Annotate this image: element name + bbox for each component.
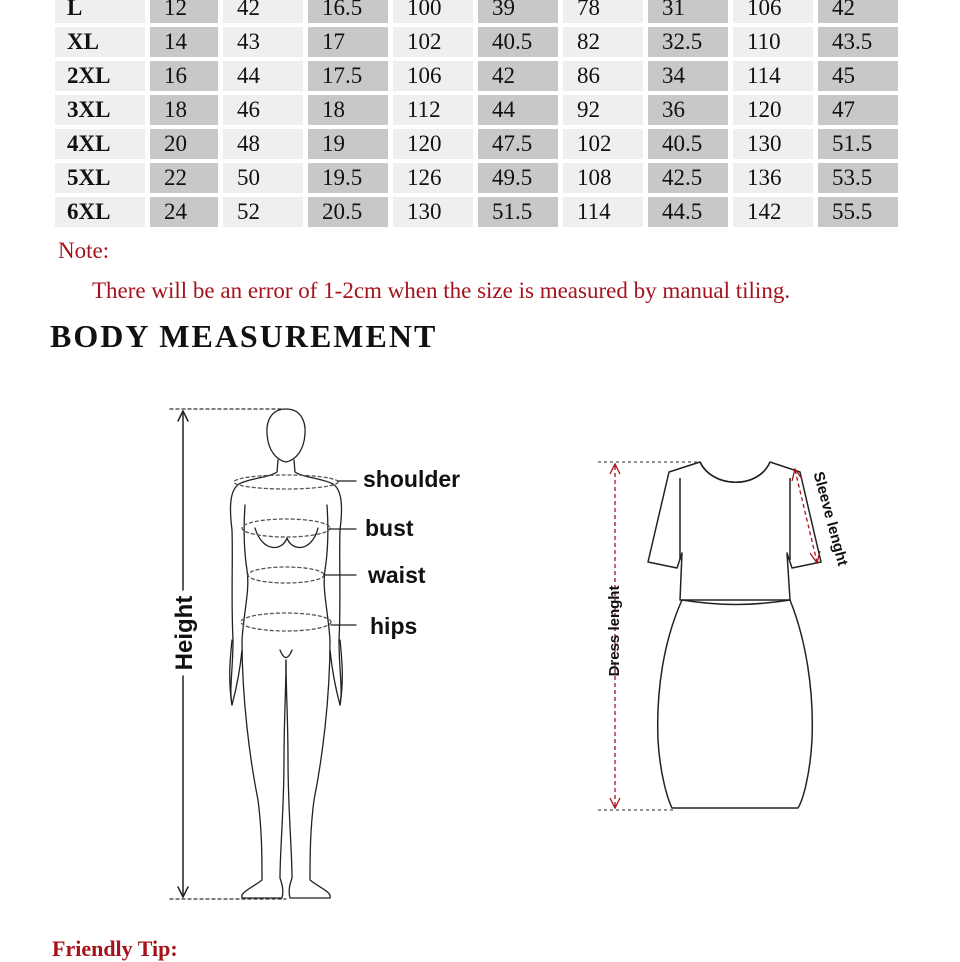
measurement-cell: 52 [223,197,303,227]
measurement-cell: 50 [223,163,303,193]
measurement-cell: 108 [563,163,643,193]
measurement-cell: 14 [150,27,218,57]
measurement-cell: 17 [308,27,388,57]
measurement-cell: 120 [393,129,473,159]
body-hips-ring [241,613,331,631]
measurement-cell: 22 [150,163,218,193]
measurement-cell: 20 [150,129,218,159]
note-text: There will be an error of 1-2cm when the size is measured by manual tiling. [92,278,791,303]
dress-neckline [700,462,770,482]
measurement-cell: 102 [393,27,473,57]
measurement-cell: 114 [733,61,813,91]
dress-figure [648,462,821,808]
hips-label: hips [370,613,418,639]
measurement-cell: 47 [818,95,898,125]
measurement-cell: 16 [150,61,218,91]
body-crotch [280,650,292,658]
measurement-cell: 43.5 [818,27,898,57]
measurement-cell: 86 [563,61,643,91]
measurement-cell: 43 [223,27,303,57]
measurement-cell: 53.5 [818,163,898,193]
size-cell: XL [55,27,145,57]
measurement-cell: 36 [648,95,728,125]
measurement-cell: 110 [733,27,813,57]
measurement-cell: 82 [563,27,643,57]
measurement-cell: 42 [478,61,558,91]
measurement-cell: 42 [223,0,303,23]
measurement-cell: 40.5 [648,129,728,159]
bust-label: bust [365,515,414,541]
measurement-cell: 44.5 [648,197,728,227]
section-title: BODY MEASUREMENT [50,318,438,354]
measurement-cell: 51.5 [478,197,558,227]
dress-skirt [658,600,813,808]
measurement-cell: 142 [733,197,813,227]
measurement-cell: 31 [648,0,728,23]
measurement-cell: 42.5 [648,163,728,193]
measurement-cell: 92 [563,95,643,125]
height-label: Height [171,595,198,671]
body-bust-curve [255,528,318,547]
measurement-cell: 46 [223,95,303,125]
measurement-cell: 112 [393,95,473,125]
measurement-cell: 49.5 [478,163,558,193]
measurement-cell: 18 [308,95,388,125]
shoulder-label: shoulder [363,466,461,492]
body-head [267,409,305,462]
size-cell: 4XL [55,129,145,159]
measurement-cell: 114 [563,197,643,227]
sleeve-length-label: Sleeve lenght [809,469,852,568]
measurement-cell: 44 [478,95,558,125]
body-waist-ring [248,567,324,583]
measurement-cell: 44 [223,61,303,91]
measurement-cell: 42 [818,0,898,23]
measurement-cell: 19 [308,129,388,159]
measurement-cell: 102 [563,129,643,159]
measurement-cell: 136 [733,163,813,193]
measurement-cell: 45 [818,61,898,91]
waist-label: waist [368,562,426,588]
measurement-cell: 17.5 [308,61,388,91]
measurement-cell: 130 [393,197,473,227]
body-leg-right-outer [286,640,330,898]
size-cell: L [55,0,145,23]
size-cell: 2XL [55,61,145,91]
measurement-cell: 20.5 [308,197,388,227]
measurement-cell: 12 [150,0,218,23]
measurement-cell: 106 [393,61,473,91]
measurement-cell: 126 [393,163,473,193]
body-shoulder-ring [234,475,338,489]
measurement-cell: 51.5 [818,129,898,159]
measurement-cell: 39 [478,0,558,23]
friendly-tip-title: Friendly Tip: [52,936,178,961]
body-leg-left-outer [242,640,286,898]
measurement-cell: 100 [393,0,473,23]
measurement-cell: 47.5 [478,129,558,159]
measurement-cell: 24 [150,197,218,227]
size-cell: 3XL [55,95,145,125]
measurement-cell: 34 [648,61,728,91]
size-cell: 6XL [55,197,145,227]
dress-length-label: Dress lenght [606,585,623,677]
dress-measure-lines [598,462,820,810]
measurement-cell: 18 [150,95,218,125]
measurement-cell: 19.5 [308,163,388,193]
measurement-cell: 48 [223,129,303,159]
measurement-cell: 32.5 [648,27,728,57]
note-label: Note: [58,238,110,263]
measurement-cell: 130 [733,129,813,159]
measurement-cell: 106 [733,0,813,23]
measurement-cell: 40.5 [478,27,558,57]
measurement-cell: 16.5 [308,0,388,23]
measurement-cell: 120 [733,95,813,125]
measurement-cell: 78 [563,0,643,23]
measurement-cell: 55.5 [818,197,898,227]
size-cell: 5XL [55,163,145,193]
